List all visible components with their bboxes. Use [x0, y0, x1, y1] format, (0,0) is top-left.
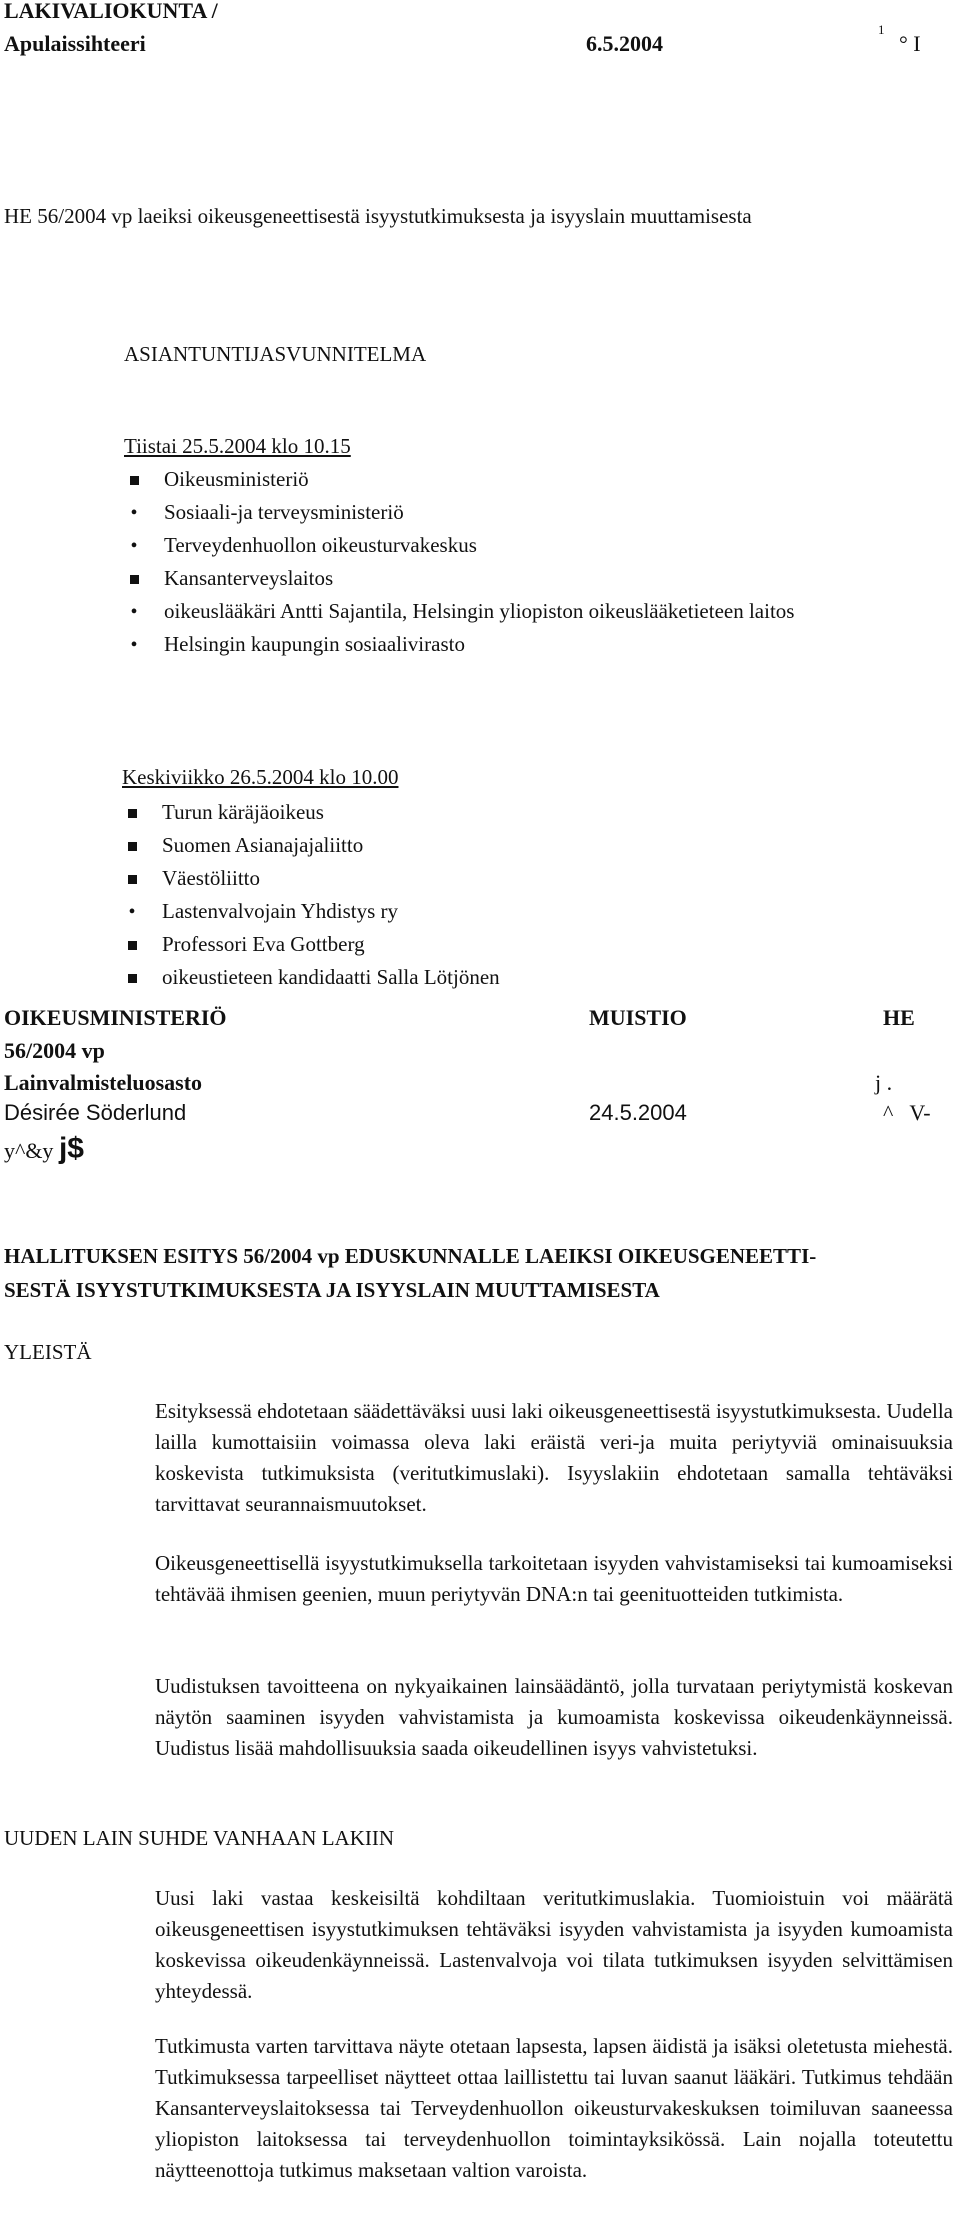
square-bullet-icon: [124, 562, 144, 595]
memo-ministry: OIKEUSMINISTERIÖ: [4, 1005, 227, 1030]
session1-list: Oikeusministeriö • Sosiaali-ja terveysministeriö • Terveydenhuollon oikeusturvakeskus Kansanterveyslaitos • oikeuslääkäri Antti Sajantila, Helsingin yliopiston oikeuslääketieteen laitos • Helsingin kaupungin sosiaalivirasto: [124, 463, 944, 663]
memo-author: Désirée Söderlund: [4, 1100, 187, 1125]
round-bullet-icon: [124, 595, 144, 628]
round-bullet-icon: [124, 496, 144, 529]
round-bullet-icon: [122, 895, 142, 928]
memo-scribble-1: y^&y: [4, 1138, 54, 1163]
session2-heading: Keskiviikko 26.5.2004 klo 10.00: [122, 765, 399, 789]
paragraph: Uusi laki vastaa keskeisiltä kohdiltaan veritutkimuslakia. Tuomioistuin voi määrätä oikeusgeneettisen isyystutkimuksen tehtäväksi isyyden vahvistamista ja isyyden kumoamista koskevissa oikeudenkäynneissä. Lastenvalvoja voi tilata tutkimuksen isyyden selvittämisen yhteydessä.: [155, 1886, 953, 2003]
paragraph: Esityksessä ehdotetaan säädettäväksi uusi laki oikeusgeneettisestä isyystutkimuksesta. Uudella lailla kumottaisiin voimassa oleva laki eräistä veri-ja muita periytyviä ominaisuuksia koskevista tutkimuksista (veritutkimuslaki). Isyyslakiin ehdotetaan samalla tehtäväksi tarvittavat seurannaismuutokset.: [155, 1399, 953, 1516]
session1-heading: Tiistai 25.5.2004 klo 10.15: [124, 434, 351, 458]
main-title-line-1: HALLITUKSEN ESITYS 56/2004 vp EDUSKUNNALLE LAEIKSI OIKEUSGENEETTI-: [4, 1244, 817, 1268]
square-bullet-icon: [122, 961, 142, 994]
paragraph: Uudistuksen tavoitteena on nykyaikainen lainsäädäntö, jolla turvataan periytymistä koskevan näytön saaminen isyyden vahvistamista ja kumoamista koskevissa oikeudenkäynneissä. Uudistus lisää mahdollisuuksia saada oikeudellinen isyys vahvistetuksi.: [155, 1674, 953, 1760]
square-bullet-icon: [122, 829, 142, 862]
memo-scribble-2: j$: [58, 1132, 84, 1165]
memo-muistio: MUISTIO: [589, 1005, 687, 1030]
main-title-line-2: SESTÄ ISYYSTUTKIMUKSESTA JA ISYYSLAIN MUUTTAMISESTA: [4, 1278, 660, 1302]
plan-title: ASIANTUNTIJASVUNNITELMA: [124, 342, 427, 366]
header-committee: LAKIVALIOKUNTA /: [4, 0, 218, 23]
square-bullet-icon: [122, 928, 142, 961]
memo-scribble: [4, 1126, 84, 1173]
header-page-mark-2: ° I: [899, 31, 921, 56]
square-bullet-icon: [122, 862, 142, 895]
section-heading-uuden-lain: UUDEN LAIN SUHDE VANHAAN LAKIIN: [4, 1826, 395, 1850]
round-bullet-icon: [124, 628, 144, 661]
document-title-line: HE 56/2004 vp laeiksi oikeusgeneettisestä isyystutkimuksesta ja isyyslain muuttamisesta: [4, 204, 752, 228]
section-heading-yleista: YLEISTÄ: [4, 1340, 92, 1364]
memo-marks: ^ V-: [883, 1100, 931, 1125]
round-bullet-icon: [124, 529, 144, 562]
square-bullet-icon: [122, 796, 142, 829]
paragraph: Tutkimusta varten tarvittava näyte otetaan lapsesta, lapsen äidistä ja isäksi oletetusta miehestä. Tutkimuksessa tarpeelliset näytteet ottaa laillistettu tai luvan saanut lääkäri. Tutkimus tehdään Kansanterveyslaitoksessa tai Terveydenhuollon oikeusturvakeskuksen toimiluvan saaneessa yliopiston laitoksessa tai terveydenhuollon toimintayksikössä. Lain nojalla toteutettu näytteenottoja tutkimus maksetaan valtion varoista.: [155, 2034, 953, 2182]
session2-list: Turun käräjäoikeus Suomen Asianajajaliitto Väestöliitto • Lastenvalvojain Yhdistys ry Professori Eva Gottberg oikeustieteen kandidaatti Salla Lötjönen: [122, 796, 942, 996]
memo-date: 24.5.2004: [589, 1100, 687, 1125]
memo-he: HE: [883, 1005, 915, 1030]
header-page-mark: 1: [878, 22, 885, 37]
memo-j-mark: j .: [875, 1070, 893, 1095]
paragraph: Oikeusgeneettisellä isyystutkimuksella tarkoitetaan isyyden vahvistamiseksi tai kumoamiseksi tehtävää ihmisen geenien, muun periytyvän DNA:n tai geenituotteiden tutkimista.: [155, 1551, 953, 1606]
memo-he-number: 56/2004 vp: [4, 1038, 105, 1063]
header-date: 6.5.2004: [586, 31, 663, 56]
memo-department: Lainvalmisteluosasto: [4, 1070, 203, 1095]
square-bullet-icon: [124, 463, 144, 496]
header-role: Apulaissihteeri: [4, 31, 146, 56]
